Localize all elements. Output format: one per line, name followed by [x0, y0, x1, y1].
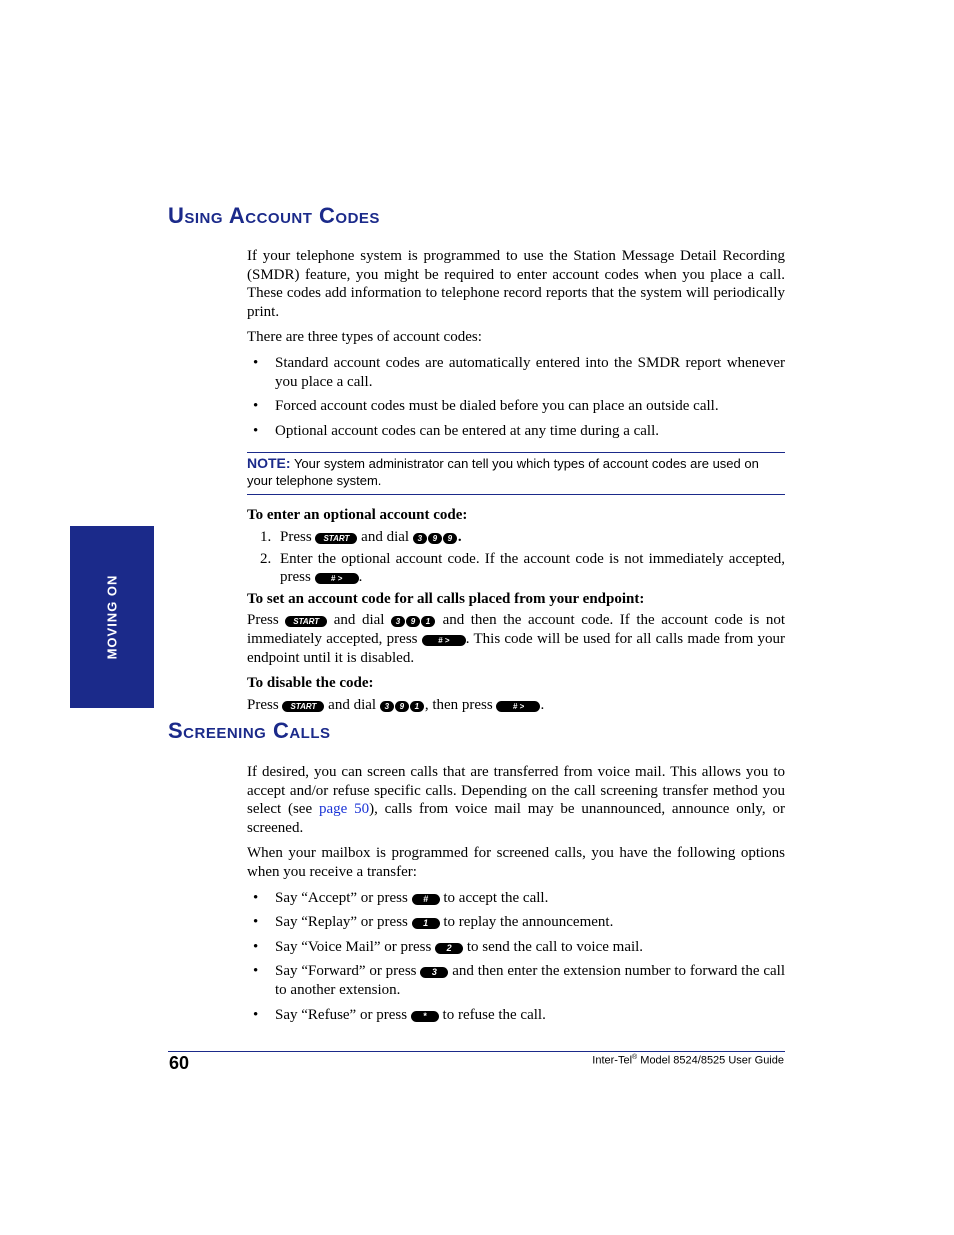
list-item-text: Say “Refuse” or press [275, 1006, 408, 1023]
start-key-icon: START [285, 616, 327, 627]
page-number: 60 [169, 1053, 190, 1073]
types-intro: There are three types of account codes: [247, 329, 482, 346]
paragraph-text: If desired, you can screen calls that are transferred from voice mail. This allows you to accept and/or refuse specific calls. Depending on the call screening transfer method you select (see [247, 764, 785, 818]
digit-9-key-icon: 9 [443, 533, 457, 544]
step-text: Enter the optional account code. If the account code is not immediately accepted, press [280, 550, 785, 586]
start-key-icon: START [282, 701, 324, 712]
list-item-text: to send the call to voice mail. [466, 938, 644, 955]
screening-paragraph [247, 763, 785, 837]
pound-key-icon: # > [315, 573, 359, 584]
note-label: NOTE: [247, 455, 291, 472]
procedure-title: To enter an optional account code: [247, 507, 468, 524]
procedure-text: Press START and dial 3 9 1 , then press # > . [247, 696, 545, 713]
list-item-text: and then enter the extension number to forward the call to another extension. [275, 963, 785, 998]
list-item-text: to refuse the call. [442, 1006, 546, 1023]
star-key-icon: * [411, 1011, 439, 1022]
list-item-text: to accept the call. [443, 889, 549, 906]
digit-3-key-icon: 3 [391, 616, 405, 627]
pound-key-icon: # > [422, 635, 466, 646]
options-intro: When your mailbox is programmed for screened calls, you have the following options when you receive a transfer: [247, 845, 785, 880]
digit-1-key-icon: 1 [410, 701, 424, 712]
step-text: and dial [361, 528, 410, 545]
procedure-text-part: . This code will be used for all calls made from your endpoint until it is disabled. [247, 630, 786, 666]
intro-paragraph: If your telephone system is programmed to use the Station Message Detail Recording (SMDR) feature, you might be required to enter account codes when you place a call. These codes add information to telephone record reports that the system will periodically print. [247, 248, 785, 320]
digit-9-key-icon: 9 [395, 701, 409, 712]
step-text: Press [280, 528, 312, 545]
list-item-text: Say “Replay” or press [275, 914, 408, 931]
step-2: 2. Enter the optional account code. If the account code is not immediately accepted, press # > . [260, 550, 785, 586]
paragraph-text: ), calls from voice mail may be unannounced, announce only, or screened. [247, 801, 785, 836]
pound-key-icon: # > [496, 701, 540, 712]
procedure-text-part: and then the account code. If the account code is not immediately accepted, press [247, 612, 785, 647]
list-item-text: Say “Forward” or press [275, 963, 417, 980]
note-text: Your system administrator can tell you which types of account codes are used on your telephone system. [247, 456, 759, 489]
procedure-title: To set an account code for all calls placed from your endpoint: [247, 590, 645, 607]
procedure-text-part: , then press [424, 696, 493, 713]
list-item-text: Say “Accept” or press [275, 889, 408, 906]
step-number: 1. [260, 528, 272, 545]
note-box [247, 452, 785, 495]
digit-9-key-icon: 9 [406, 616, 420, 627]
list-item: • Forced account codes must be dialed before you can place an outside call. [247, 397, 785, 416]
digit-1-key-icon: 1 [421, 616, 435, 627]
guide-title [592, 1054, 784, 1067]
footer-divider [168, 1051, 785, 1052]
procedure-text-part: and dial [333, 612, 385, 629]
brand-name: Inter-Tel [592, 1054, 633, 1067]
list-item-text: Say “Voice Mail” or press [275, 938, 432, 955]
list-item [247, 938, 785, 957]
section-side-tab [70, 526, 154, 708]
list-item [247, 913, 785, 932]
step-1: 1. Press START and dial 3 9 9 . [260, 528, 462, 545]
list-item [247, 962, 785, 999]
digit-3-key-icon: 3 [380, 701, 394, 712]
digit-2-key-icon: 2 [435, 943, 463, 954]
procedure-text-part: and dial [328, 696, 377, 713]
page-50-link[interactable]: page 50 [318, 801, 370, 818]
list-item: • Optional account codes can be entered at any time during a call. [247, 422, 785, 441]
list-item-text: to replay the announcement. [443, 914, 614, 931]
list-item [247, 889, 785, 908]
digit-1-key-icon: 1 [412, 918, 440, 929]
step-number: 2. [260, 550, 272, 567]
account-codes-body [247, 247, 785, 714]
registered-mark: ® [632, 1054, 638, 1061]
side-tab-label: MOVING ON [104, 574, 120, 660]
procedure-title: To disable the code: [247, 675, 374, 692]
digit-9-key-icon: 9 [428, 533, 442, 544]
procedure-text-part: Press [247, 696, 279, 713]
section-title-screening-calls: Screening Calls [168, 718, 331, 743]
digit-3-key-icon: 3 [420, 967, 448, 978]
procedure-text-part: Press [247, 612, 279, 629]
procedure-text [247, 611, 785, 667]
pound-key-icon: # [412, 894, 440, 905]
start-key-icon: START [315, 533, 357, 544]
digit-3-key-icon: 3 [413, 533, 427, 544]
list-item: • Standard account codes are automatically entered into the SMDR report whenever you place a call. [247, 354, 785, 391]
list-item [247, 1006, 785, 1025]
screening-calls-body [247, 763, 785, 1024]
guide-name: Model 8524/8525 User Guide [640, 1054, 784, 1067]
section-title-account-codes: Using Account Codes [168, 203, 380, 228]
